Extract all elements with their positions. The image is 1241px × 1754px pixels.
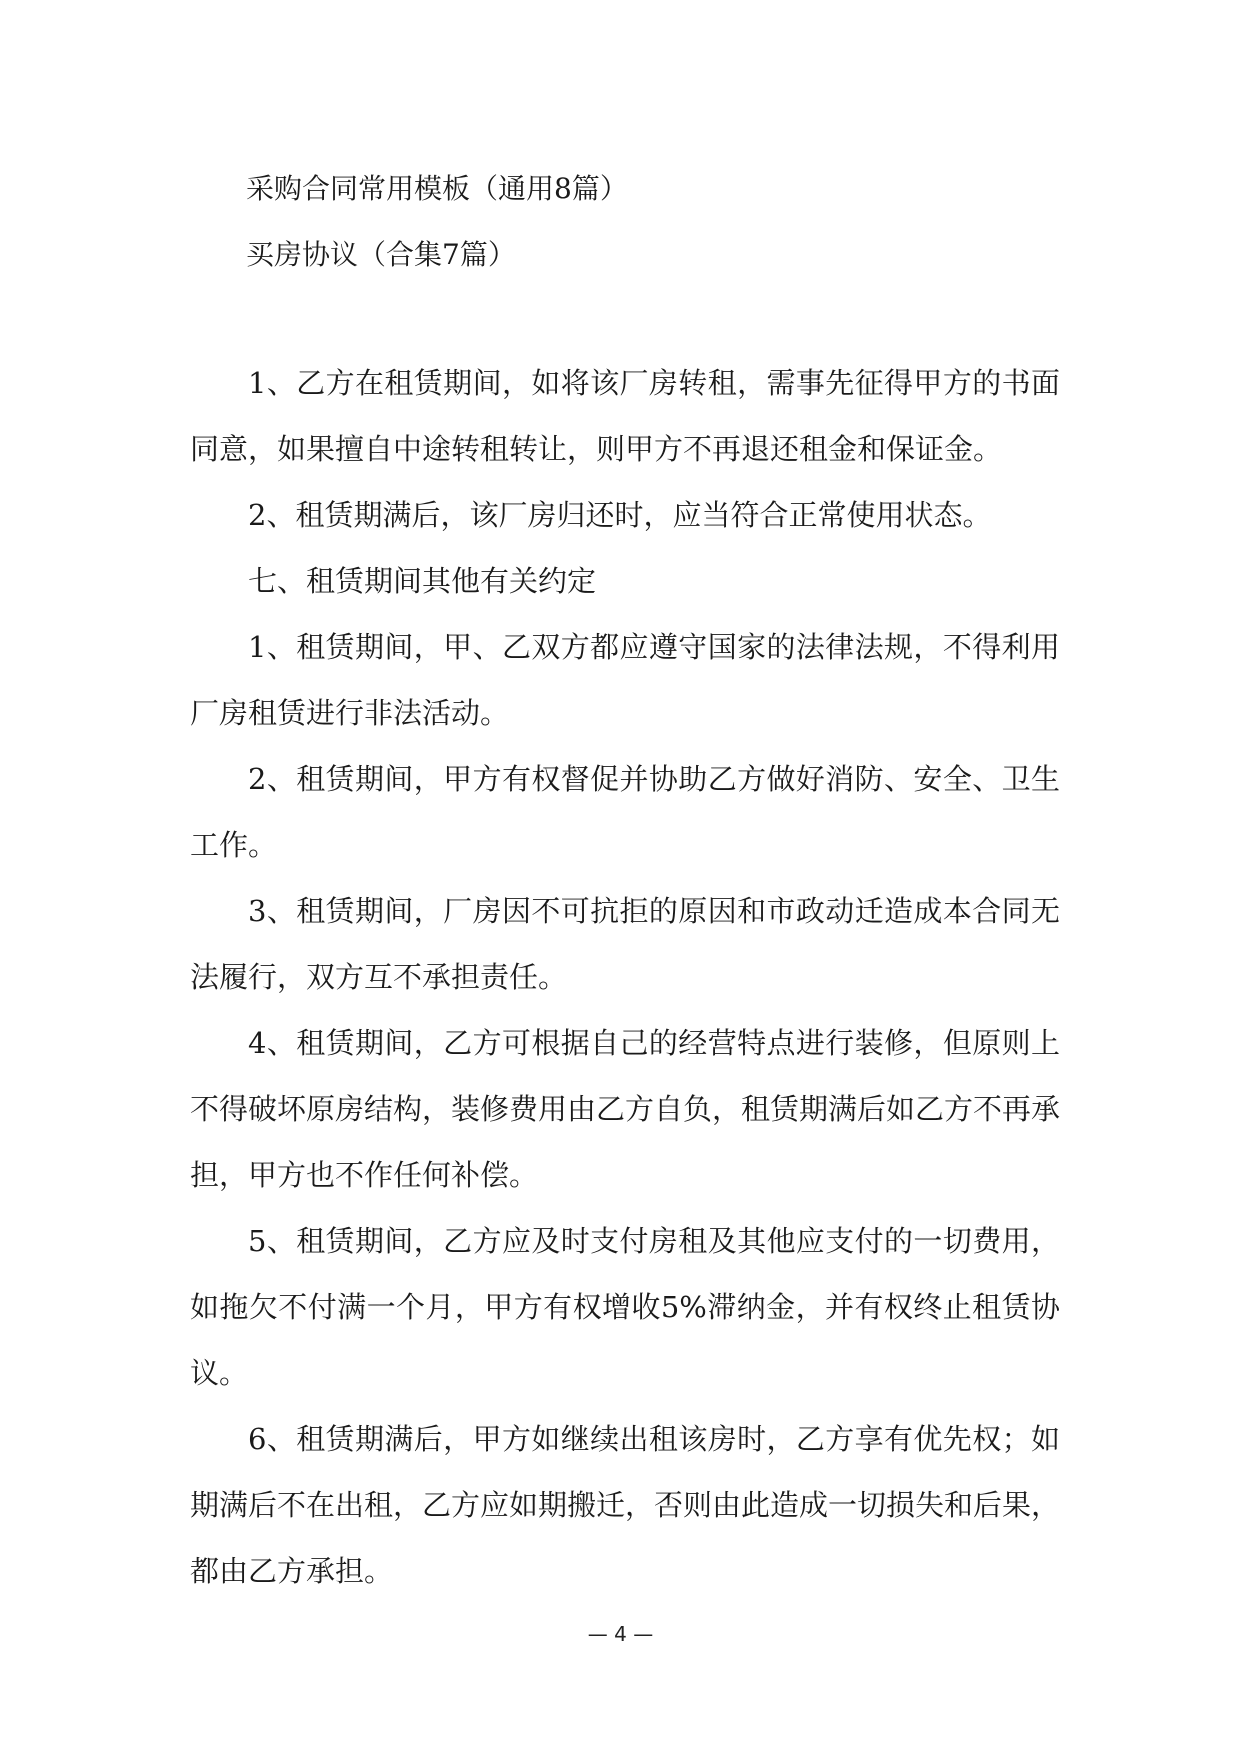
related-link[interactable]: 采购合同常用模板（通用8篇） bbox=[246, 172, 628, 205]
paragraph: 5、租赁期间，乙方应及时支付房租及其他应支付的一切费用，如拖欠不付满一个月，甲方有权增收5%滞纳金，并有权终止租赁协议。 bbox=[190, 1224, 1060, 1390]
paragraph: 4、租赁期间，乙方可根据自己的经营特点进行装修，但原则上不得破坏原房结构，装修费用由乙方自负，租赁期满后如乙方不再承担，甲方也不作任何补偿。 bbox=[190, 1026, 1061, 1192]
section-heading: 七、租赁期间其他有关约定 bbox=[248, 564, 597, 598]
related-links bbox=[190, 156, 1060, 288]
paragraph: 3、租赁期间，厂房因不可抗拒的原因和市政动迁造成本合同无法履行，双方互不承担责任。 bbox=[190, 894, 1060, 994]
paragraph: 2、租赁期间，甲方有权督促并协助乙方做好消防、安全、卫生工作。 bbox=[190, 762, 1060, 862]
paragraph: 6、租赁期满后，甲方如继续出租该房时，乙方享有优先权；如期满后不在出租，乙方应如期搬迁，否则由此造成一切损失和后果，都由乙方承担。 bbox=[190, 1422, 1061, 1588]
paragraph: 1、乙方在租赁期间，如将该厂房转租，需事先征得甲方的书面同意，如果擅自中途转租转让，则甲方不再退还租金和保证金。 bbox=[190, 366, 1060, 466]
related-link[interactable]: 买房协议（合集7篇） bbox=[246, 238, 516, 271]
paragraph: 2、租赁期满后，该厂房归还时，应当符合正常使用状态。 bbox=[248, 498, 992, 532]
paragraph: 1、租赁期间，甲、乙双方都应遵守国家的法律法规，不得利用厂房租赁进行非法活动。 bbox=[190, 630, 1060, 730]
page-number: — 4 — bbox=[587, 1622, 654, 1646]
document-body bbox=[190, 350, 1060, 1604]
